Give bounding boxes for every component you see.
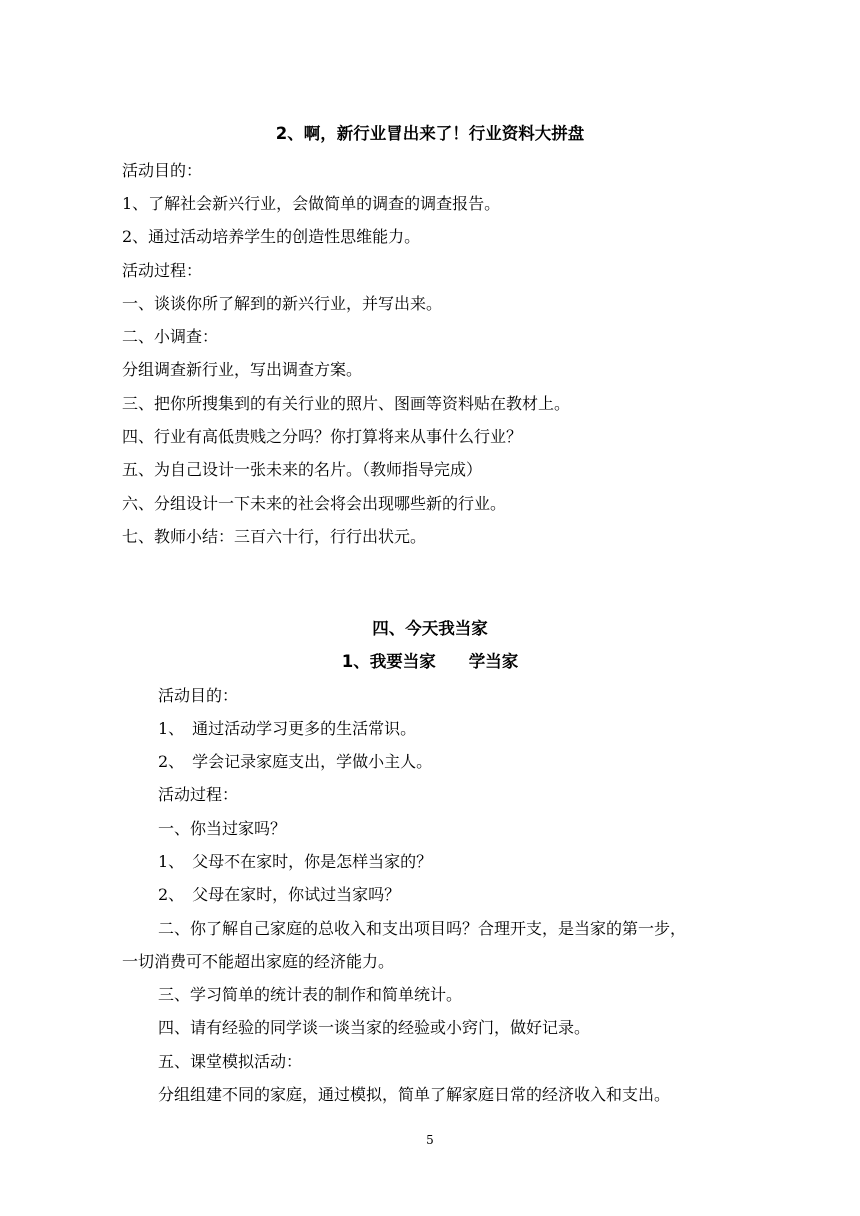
text-line: 二、你了解自己家庭的总收入和支出项目吗？合理开支，是当家的第一步，: [158, 919, 687, 938]
text-line: 三、学习简单的统计表的制作和简单统计。: [158, 985, 463, 1004]
text-line: 2、 学会记录家庭支出，学做小主人。: [158, 752, 433, 771]
text-line: 2、 父母在家时，你试过当家吗？: [158, 885, 401, 904]
text-line: 六、分组设计一下未来的社会将会出现哪些新的行业。: [122, 494, 507, 513]
text-line: 分组调查新行业，写出调查方案。: [122, 360, 363, 379]
text-line: 二、小调查：: [122, 327, 219, 346]
text-line: 2、通过活动培养学生的创造性思维能力。: [122, 227, 421, 246]
section-title: 2、啊，新行业冒出来了！行业资料大拼盘: [275, 124, 585, 143]
text-line: 1、 父母不在家时，你是怎样当家的？: [158, 852, 433, 871]
text-line: 一切消费可不能超出家庭的经济能力。: [122, 952, 395, 971]
chapter-title: 四、今天我当家: [372, 619, 488, 638]
text-line: 1、了解社会新兴行业，会做简单的调查的调查报告。: [122, 194, 501, 213]
text-line: 活动过程：: [158, 785, 239, 804]
text-line: 活动目的：: [122, 161, 203, 180]
text-line: 七、教师小结：三百六十行，行行出状元。: [122, 527, 427, 546]
page-number: 5: [426, 1133, 434, 1147]
text-line: 活动过程：: [122, 261, 203, 280]
text-line: 四、请有经验的同学谈一谈当家的经验或小窍门，做好记录。: [158, 1018, 591, 1037]
text-line: 三、把你所搜集到的有关行业的照片、图画等资料贴在教材上。: [122, 394, 571, 413]
text-line: 一、你当过家吗？: [158, 819, 287, 838]
text-line: 五、课堂模拟活动：: [158, 1052, 303, 1071]
text-line: 1、 通过活动学习更多的生活常识。: [158, 719, 417, 738]
text-line: 分组组建不同的家庭，通过模拟，简单了解家庭日常的经济收入和支出。: [158, 1085, 671, 1104]
text-line: 活动目的：: [158, 686, 239, 705]
chapter-subtitle: 1、我要当家 学当家: [341, 652, 519, 671]
text-line: 一、谈谈你所了解到的新兴行业，并写出来。: [122, 294, 443, 313]
text-line: 四、行业有高低贵贱之分吗？你打算将来从事什么行业？: [122, 427, 523, 446]
text-line: 五、为自己设计一张未来的名片。（教师指导完成）: [122, 460, 483, 479]
